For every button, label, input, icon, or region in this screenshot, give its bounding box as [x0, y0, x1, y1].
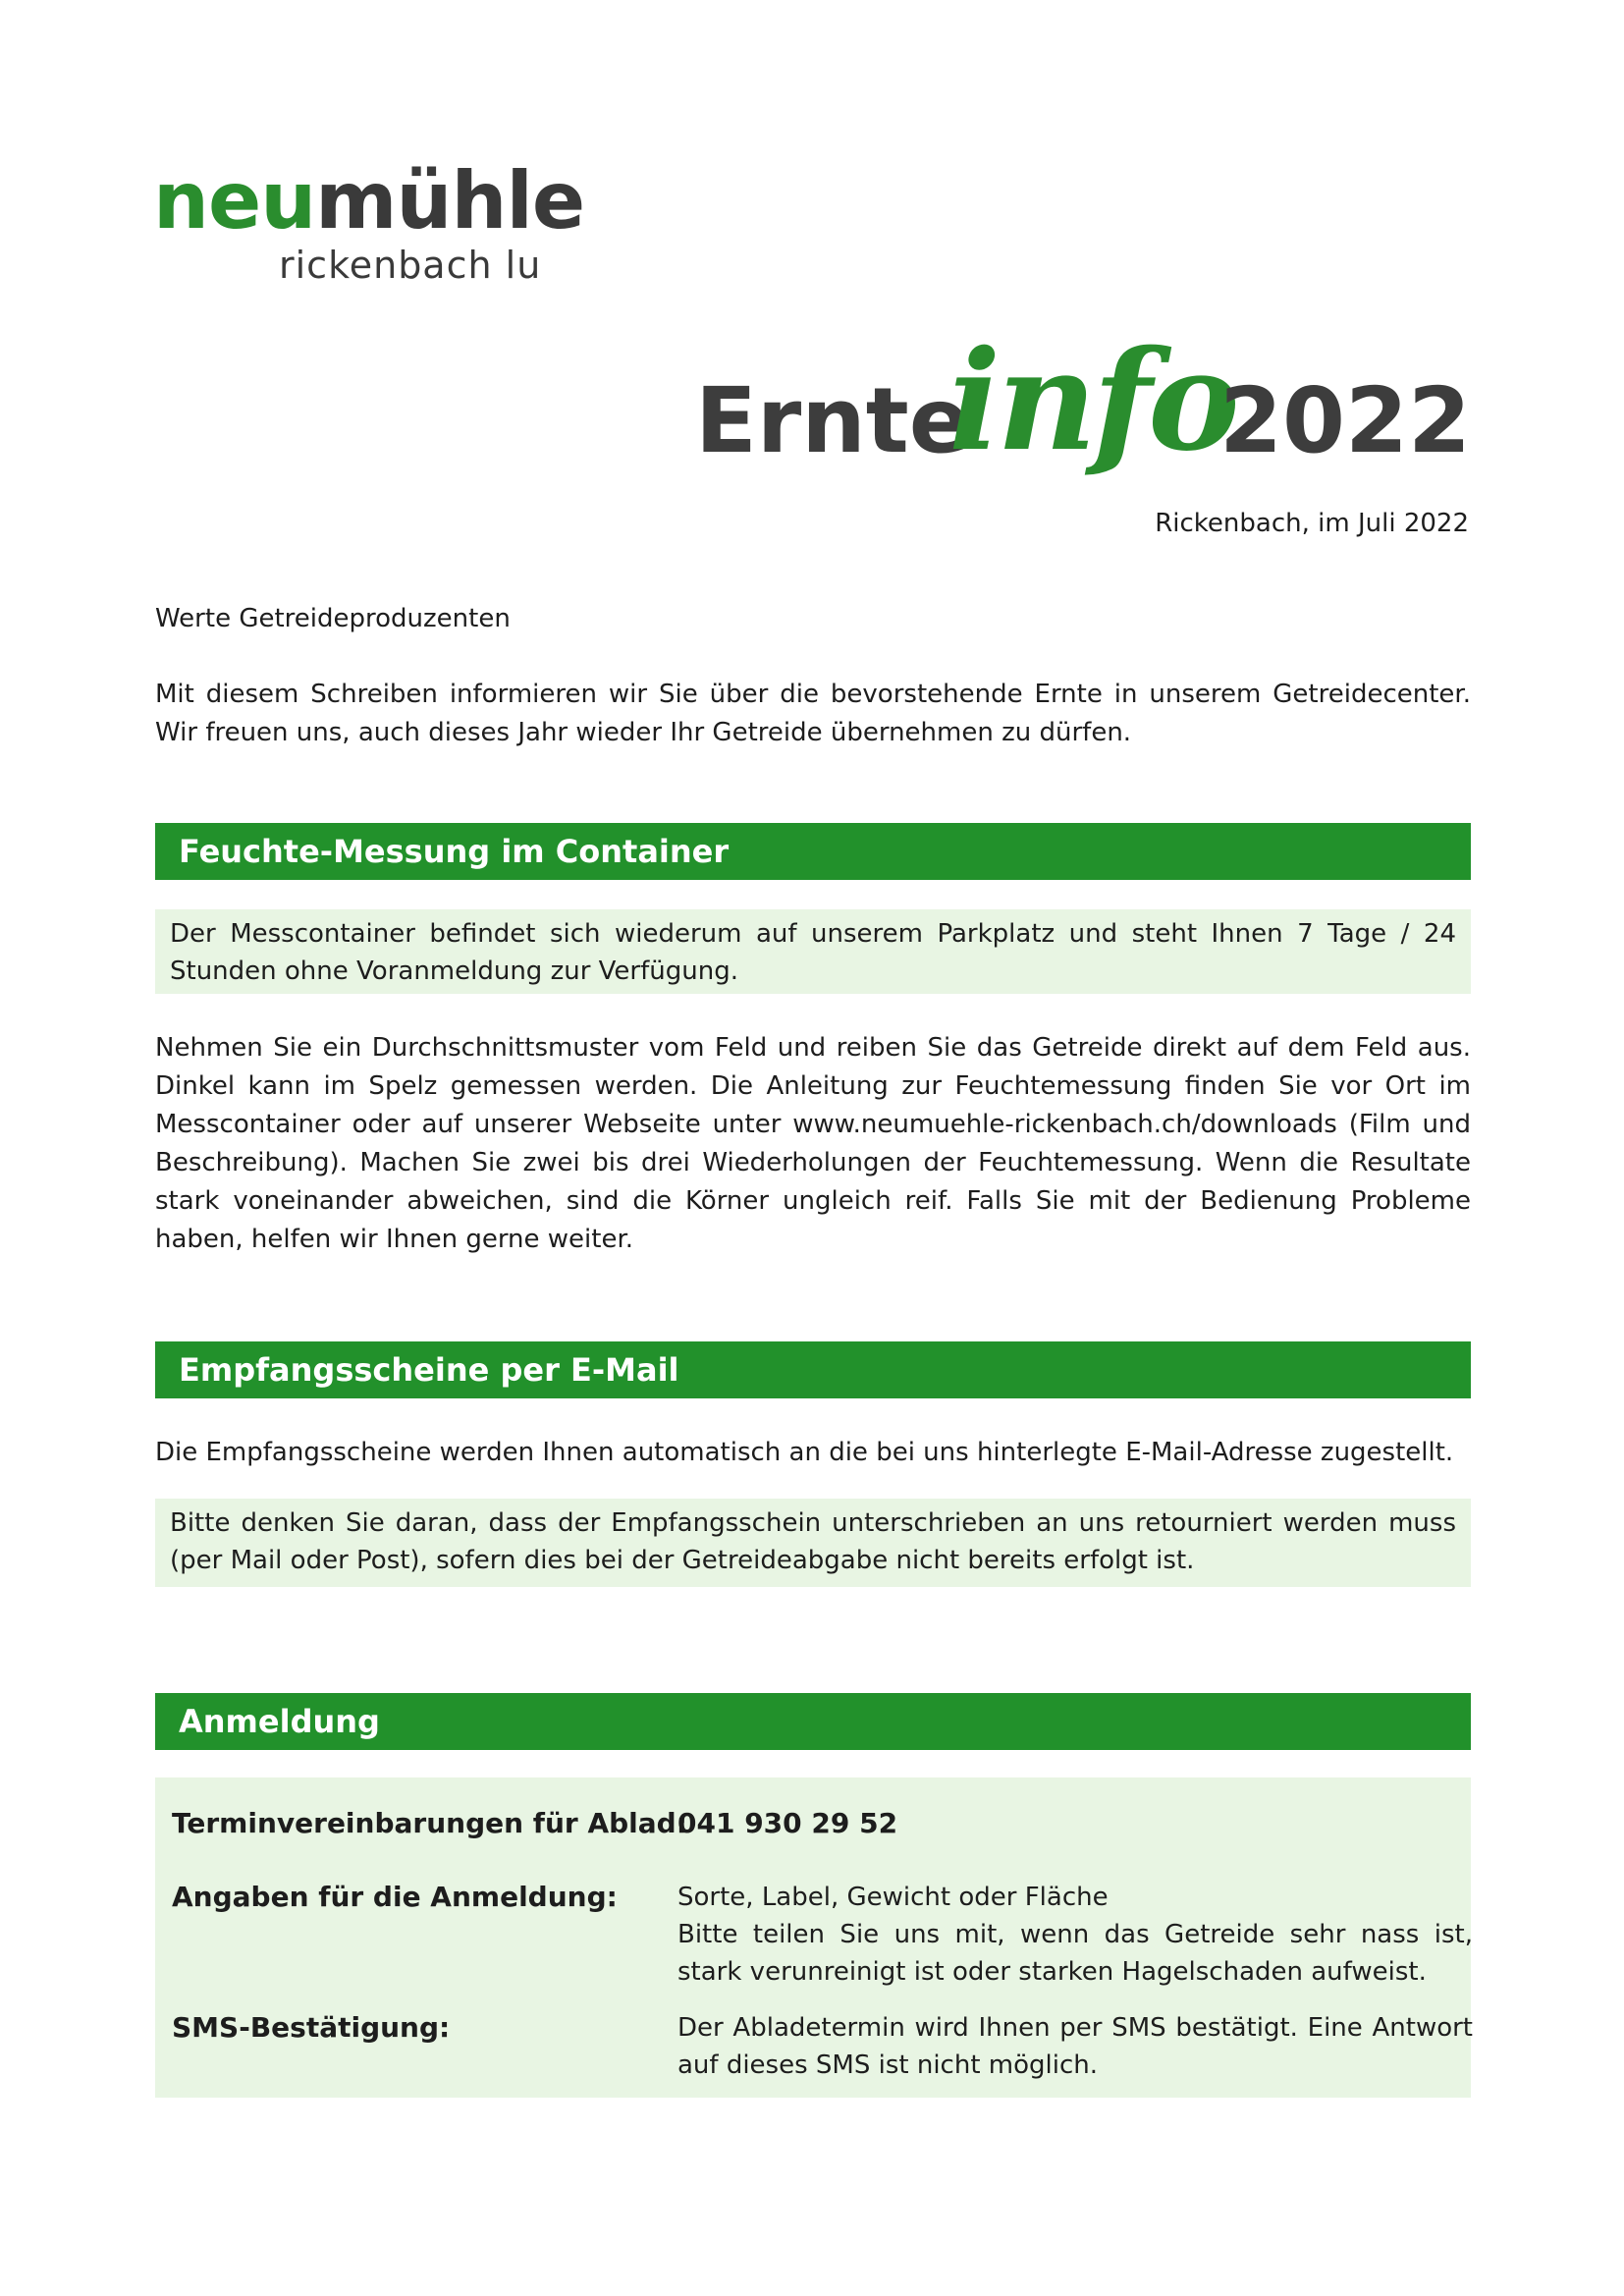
company-logo — [153, 157, 595, 285]
section-heading-feuchte: Feuchte-Messung im Container — [155, 823, 1471, 880]
phone-number: 041 930 29 52 — [677, 1807, 898, 1839]
salutation: Werte Getreideproduzenten — [155, 604, 511, 633]
row-value: Sorte, Label, Gewicht oder Fläche — [677, 1883, 1109, 1912]
logo-wordmark — [153, 157, 595, 246]
empfang-body-paragraph: Die Empfangsscheine werden Ihnen automatisch an die bei uns hinterlegte E-Mail-Adresse zugestellt. — [155, 1438, 1454, 1467]
row-value-note: Bitte teilen Sie uns mit, wenn das Getreide sehr nass ist, stark verunreinigt ist oder starken Hagelschaden aufweist. — [677, 1920, 1473, 1987]
feuchte-highlight-text: Der Messcontainer befindet sich wiederum auf unserem Parkplatz und steht Ihnen 7 Tage / 24 Stunden ohne Voranmeldung zur Verfügung. — [170, 919, 1456, 986]
document-title — [695, 321, 1481, 482]
section-heading-anmeldung: Anmeldung — [155, 1693, 1471, 1750]
title-year: 2022 — [1219, 368, 1472, 473]
row-label: SMS-Bestätigung: — [172, 2011, 451, 2044]
row-label: Angaben für die Anmeldung: — [172, 1881, 618, 1913]
title-ernte: Ernte — [695, 368, 971, 473]
title-info: info — [948, 321, 1236, 482]
dateline: Rickenbach, im Juli 2022 — [1155, 509, 1469, 538]
row-value: Der Abladetermin wird Ihnen per SMS bestätigt. Eine Antwort auf dieses SMS ist nicht möglich. — [677, 2013, 1473, 2080]
logo-part-muehle: mühle — [315, 155, 585, 246]
row-label: Terminvereinbarungen für Ablad: — [172, 1807, 687, 1839]
intro-paragraph: Mit diesem Schreiben informieren wir Sie über die bevorstehende Ernte in unserem Getreidecenter. Wir freuen uns, auch dieses Jahr wieder Ihr Getreide übernehmen zu dürfen. — [155, 680, 1471, 747]
empfang-highlight-text: Bitte denken Sie daran, dass der Empfangsschein unterschrieben an uns retourniert werden muss (per Mail oder Post), sofern dies bei der Getreideabgabe nicht bereits erfolgt ist. — [170, 1508, 1456, 1575]
logo-part-neu: neu — [153, 155, 316, 246]
feuchte-body-paragraph: Nehmen Sie ein Durchschnittsmuster vom Feld und reiben Sie das Getreide direkt auf dem Feld aus. Dinkel kann im Spelz gemessen werden. Die Anleitung zur Feuchtemessung finden Sie vor Ort im Messcontainer oder auf unserer Webseite unter www.neumuehle-rickenbach.ch/downloads (Film und Beschreibung). Machen Sie zwei bis drei Wiederholungen der Feuchtemessung. Wenn die Resultate stark voneinander abweichen, sind die Körner ungleich reif. Falls Sie mit der Bedienung Probleme haben, helfen wir Ihnen gerne weiter. — [155, 1033, 1471, 1254]
section-heading-empfang: Empfangsscheine per E-Mail — [155, 1341, 1471, 1398]
logo-location: rickenbach lu — [279, 244, 542, 287]
